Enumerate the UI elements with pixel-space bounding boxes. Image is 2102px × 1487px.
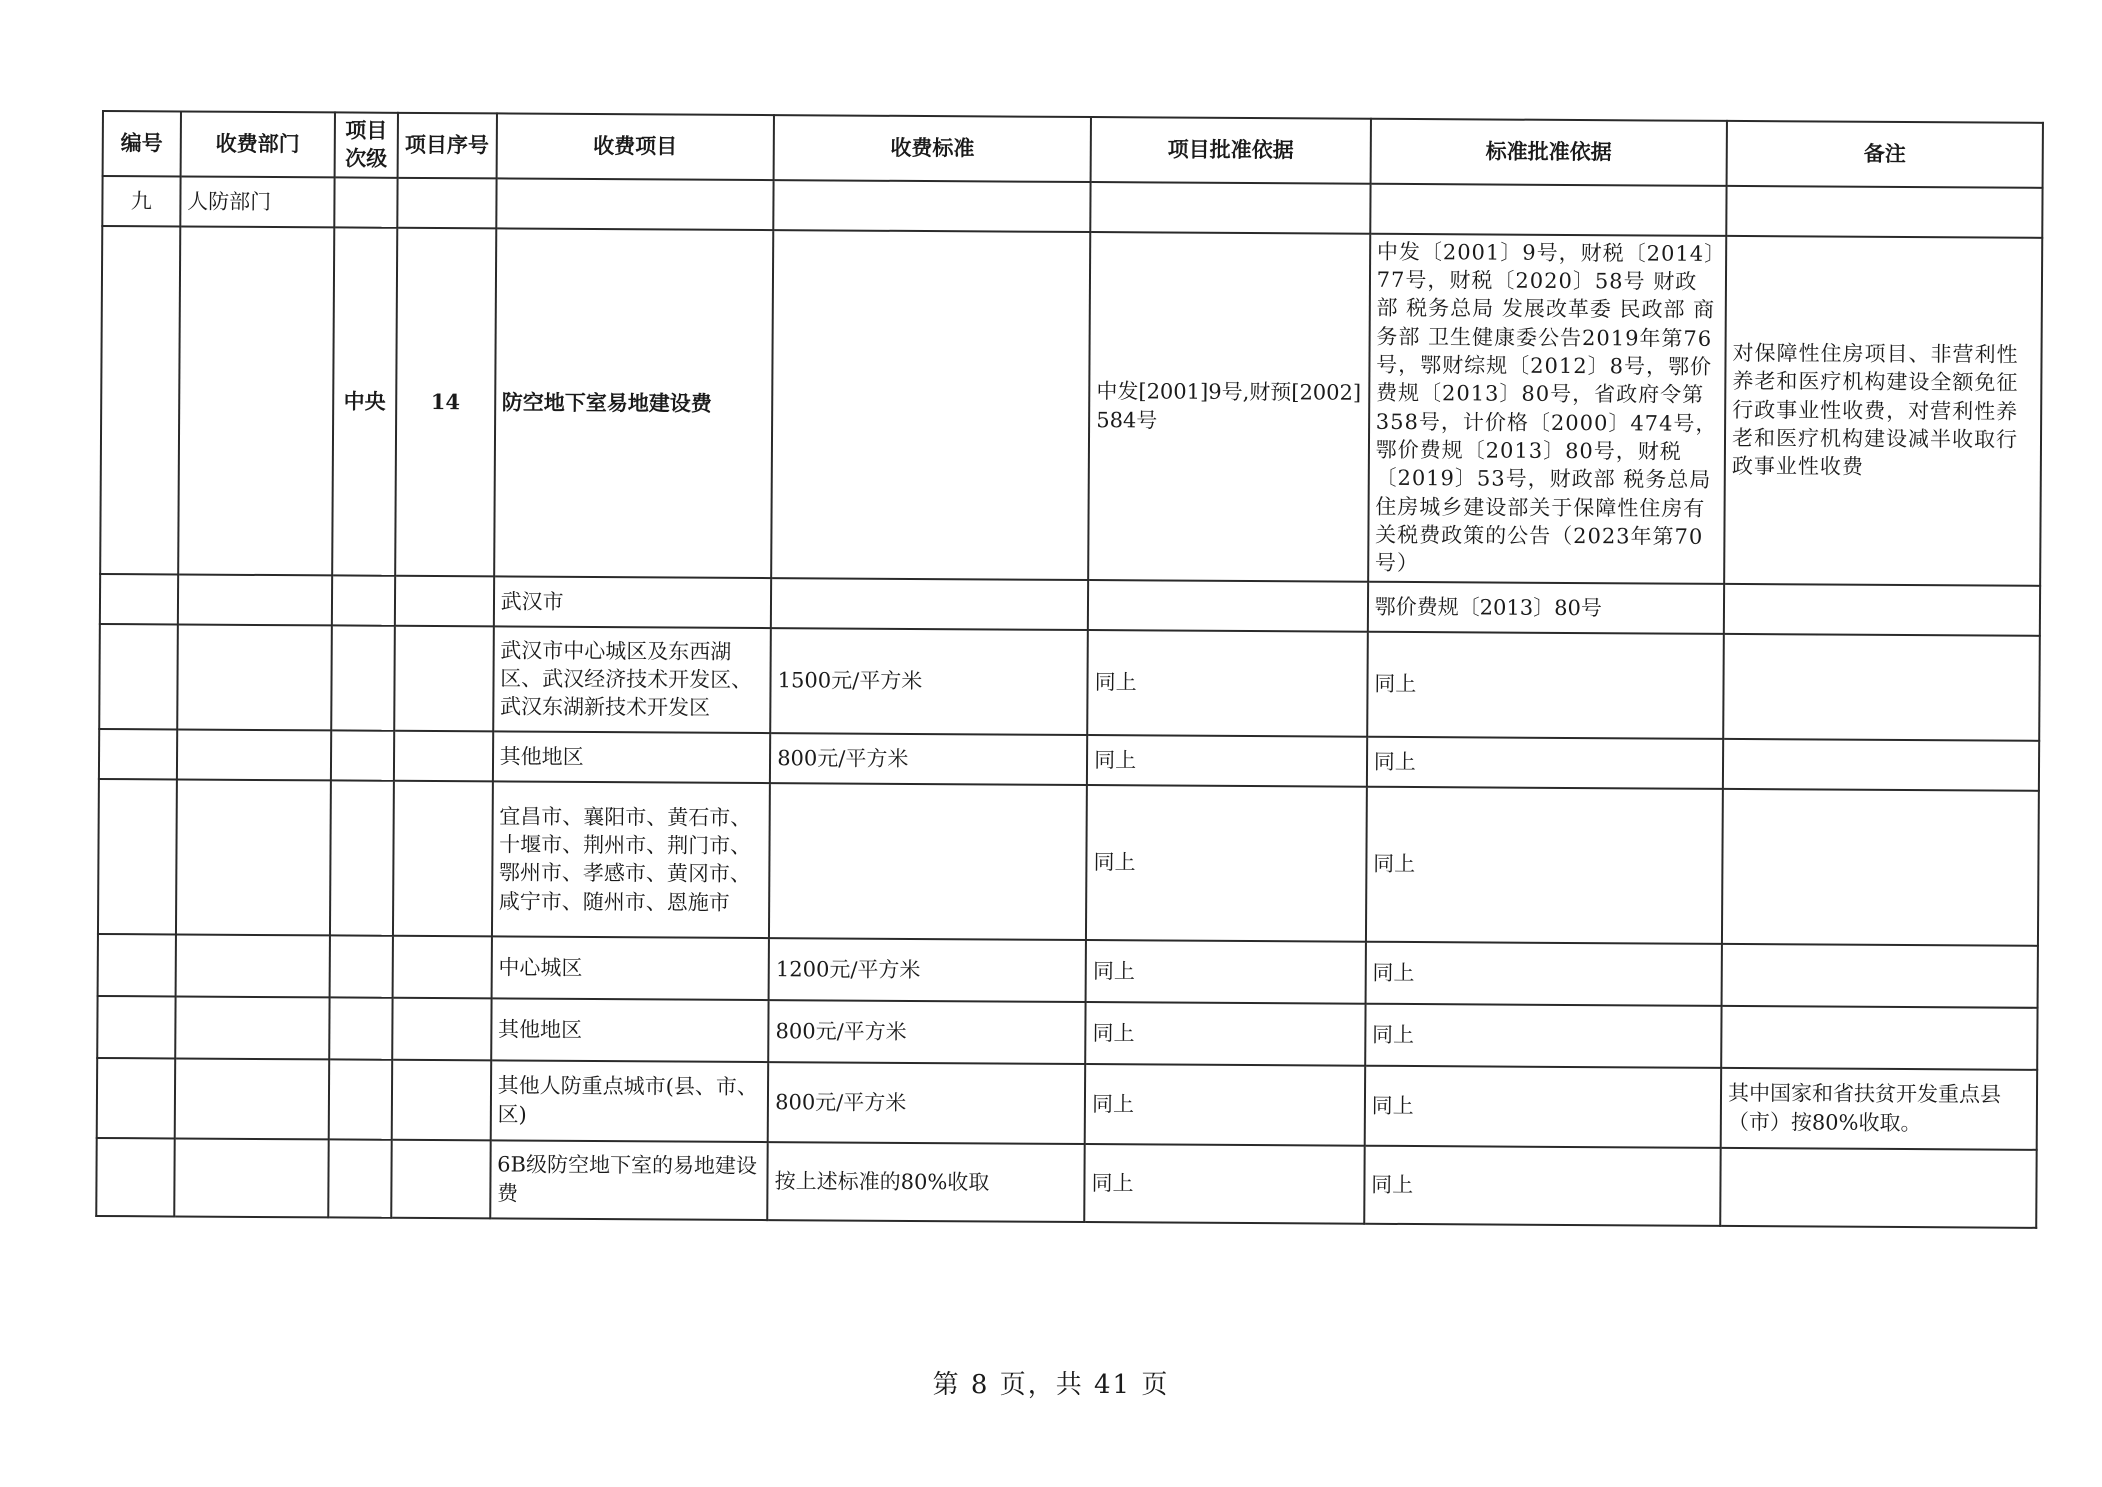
row-item: 宜昌市、襄阳市、黄石市、十堰市、荆州市、荆门市、鄂州市、孝感市、黄冈市、咸宁市、随州市、恩施市 [492, 781, 771, 938]
row-standard-basis: 同上 [1364, 1066, 1721, 1148]
row-remark [1723, 634, 2040, 741]
row-standard-basis: 鄂价费规〔2013〕80号 [1368, 582, 1725, 634]
row-standard: 1200元/平方米 [769, 938, 1086, 1002]
row-standard-basis: 同上 [1366, 787, 1723, 944]
table-header-row [103, 111, 2043, 188]
header-dept: 收费部门 [180, 111, 335, 177]
row-item-basis: 同上 [1085, 1002, 1365, 1066]
row-remark [1722, 944, 2038, 1008]
header-remark: 备注 [1727, 121, 2043, 188]
main-seq: 14 [395, 227, 496, 576]
main-remark: 对保障性住房项目、非营利性养老和医疗机构建设全额免征行政事业性收费，对营利性养老和医疗机构建设减半收取行政事业性收费 [1724, 236, 2042, 586]
table-row-main [100, 226, 2042, 586]
row-item-basis: 同上 [1085, 1064, 1365, 1146]
row-standard: 800元/平方米 [770, 733, 1087, 785]
header-standard: 收费标准 [774, 115, 1091, 182]
row-item: 其他地区 [493, 731, 771, 783]
main-item: 防空地下室易地建设费 [494, 228, 774, 578]
row-standard-basis: 同上 [1367, 632, 1724, 739]
table-row [98, 934, 2038, 1008]
table-row [98, 779, 2039, 946]
row-item-basis: 同上 [1087, 630, 1367, 737]
row-item: 武汉市 [493, 576, 771, 628]
row-standard: 800元/平方米 [768, 1000, 1085, 1064]
row-remark [1720, 1148, 2036, 1228]
row-standard [769, 783, 1087, 940]
header-no: 编号 [103, 111, 181, 176]
main-level: 中央 [332, 227, 397, 576]
table-row [99, 624, 2040, 741]
header-item: 收费项目 [496, 113, 774, 179]
row-item-basis [1088, 580, 1368, 632]
fee-table [95, 110, 2044, 1229]
main-item-basis: 中发[2001]9号,财预[2002]584号 [1088, 232, 1370, 582]
row-item: 中心城区 [491, 936, 769, 1000]
row-standard [771, 578, 1088, 630]
section-dept: 人防部门 [180, 176, 335, 227]
section-no: 九 [102, 176, 180, 226]
main-standard-basis: 中发〔2001〕9号，财税〔2014〕77号，财税〔2020〕58号 财政部 税务总局 发展改革委 民政部 商务部 卫生健康委公告2019年第76号，鄂财综规〔2012〕8号，鄂价费规〔2013〕80号，省政府令第358号，计价格〔2000〕474号，鄂价费规〔2013〕80号，财税〔2019〕53号，财政部 税务总局 住房城乡建设部关于保障性住房有关税费政策的公告（2023年第70号） [1368, 233, 1726, 583]
row-item: 其他地区 [491, 998, 769, 1062]
table-row [96, 1138, 2036, 1228]
row-standard-basis: 同上 [1364, 1146, 1721, 1226]
row-standard-basis: 同上 [1365, 942, 1722, 1006]
row-remark: 其中国家和省扶贫开发重点县（市）按80%收取。 [1721, 1068, 2037, 1150]
row-item: 6B级防空地下室的易地建设费 [490, 1140, 768, 1220]
row-item-basis: 同上 [1086, 785, 1367, 942]
row-remark [1721, 1006, 2037, 1070]
row-standard: 按上述标准的80%收取 [767, 1142, 1084, 1222]
row-item-basis: 同上 [1084, 1144, 1364, 1224]
page-number-footer: 第 8 页，共 41 页 [932, 1370, 1170, 1400]
header-seq: 项目序号 [397, 113, 496, 178]
table-row [97, 1058, 2037, 1150]
row-standard: 1500元/平方米 [770, 628, 1088, 735]
row-standard: 800元/平方米 [768, 1062, 1085, 1144]
header-level: 项目次级 [335, 112, 398, 177]
row-item-basis: 同上 [1086, 940, 1366, 1004]
row-item-basis: 同上 [1087, 735, 1367, 787]
row-remark [1722, 789, 2039, 946]
row-standard-basis: 同上 [1365, 1004, 1722, 1068]
header-standard-basis: 标准批准依据 [1370, 119, 1727, 186]
row-remark [1724, 584, 2040, 636]
header-item-basis: 项目批准依据 [1091, 117, 1371, 183]
row-remark [1723, 739, 2039, 791]
row-standard-basis: 同上 [1367, 737, 1724, 789]
row-item: 其他人防重点城市(县、市、区) [490, 1060, 768, 1142]
table-row [97, 996, 2037, 1070]
main-standard [771, 230, 1090, 580]
row-item: 武汉市中心城区及东西湖区、武汉经济技术开发区、武汉东湖新技术开发区 [493, 626, 771, 733]
